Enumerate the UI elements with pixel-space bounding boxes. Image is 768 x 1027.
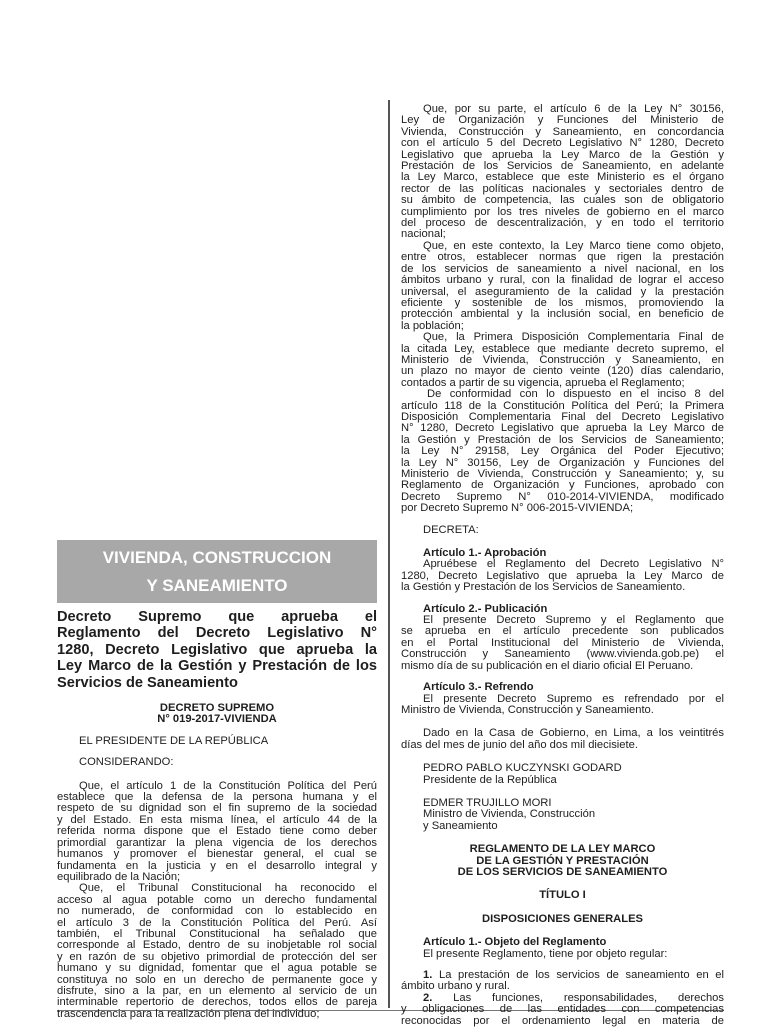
text-line: De conformidad con lo dispuesto en el inciso 8 del (427, 388, 724, 401)
text-line: entre otros, establecer normas que rigen la prestación (401, 251, 724, 264)
text-line: contados a partir de su vigencia, aprueba el Reglamento; (401, 376, 685, 389)
text-line: Que, el Tribunal Constitucional ha reconocido el (79, 882, 377, 895)
decree-number: N° 019-2017-VIVIENDA (157, 713, 277, 726)
president-line: EL PRESIDENTE DE LA REPÚBLICA (79, 734, 269, 747)
text-line: la Gestión y Prestación de los Servicios de Saneamiento; (401, 433, 724, 446)
text-line: Ley de Organización y Funciones del Ministerio de (401, 114, 724, 127)
text-line: El presente Decreto Supremo y el Reglamento que (423, 614, 724, 627)
text-line: en el Portal Institucional del Ministerio de Vivienda, (401, 636, 724, 649)
item-number: 1. (423, 969, 433, 981)
text-line: trascendencia para la realización plena del individuo; (57, 1007, 320, 1020)
text-line: Disposición Complementaria Final del Decreto Legislativo (401, 410, 724, 423)
text-line: un plazo no mayor de ciento veinte (120) días calendario, (401, 365, 724, 378)
banner-line: VIVIENDA, CONSTRUCCION (102, 548, 332, 567)
text-line: Construcción y Saneamiento (www.vivienda.gob.pe) el (401, 648, 724, 661)
item-number: 2. (423, 991, 433, 1004)
text-line: rector de las políticas nacionales y sectoriales dentro de (401, 182, 724, 195)
text-line: de los servicios de saneamiento a nivel nacional, en los (401, 262, 724, 275)
paragraph (57, 781, 377, 884)
left-column (57, 540, 377, 1020)
text-line: no numerado, de conformidad con lo establecido en (57, 905, 377, 918)
regulation-title: DE LA GESTIÓN Y PRESTACIÓN (476, 854, 649, 867)
section-heading: DISPOSICIONES GENERALES (481, 912, 643, 925)
text-line: también, el Tribunal Constitucional ha señalado que (57, 927, 377, 940)
text-line: el artículo 3 de la Constitución Política del Perú. Así (57, 916, 377, 929)
article-heading: Artículo 3.- Refrendo (423, 681, 534, 694)
text-line: universal, el aseguramiento de la calidad y la prestación (401, 285, 724, 298)
text-line: primordial garantizar la plena vigencia de los derechos (57, 836, 377, 849)
text-line: eficiente y sostenible de los mismos, promoviendo la (401, 296, 724, 309)
text-line: Que, por su parte, el artículo 6 de la Ley N° 30156, (423, 103, 724, 115)
text-line: equilibrado de la Nación; (57, 870, 181, 883)
signatory-name: PEDRO PABLO KUCZYNSKI GODARD (423, 762, 622, 775)
decree-title (57, 609, 377, 691)
text-line: nacional; (401, 228, 446, 241)
text-line: Que, el artículo 1 de la Constitución Política del Perú (79, 779, 377, 792)
article-heading: Artículo 1.- Aprobación (423, 547, 547, 560)
text-line: establece que la defensa de la persona humana y el (57, 791, 377, 804)
text-line: por Decreto Supremo N° 006-2015-VIVIENDA; (401, 502, 634, 515)
text-line: N° 1280, Decreto Legislativo que aprueba la Ley Marco de (401, 422, 724, 435)
text-line: referida norma dispone que el Estado tiene como deber (57, 825, 377, 838)
text-line: la Gestión y Prestación de los Servicios de Saneamiento. (401, 581, 686, 594)
regulation-title: REGLAMENTO DE LA LEY MARCO (469, 843, 656, 856)
text-line: reconocidas por el ordenamiento legal en materia de (401, 1014, 724, 1027)
signatory-name: EDMER TRUJILLO MORI (423, 796, 552, 809)
title-heading: TÍTULO I (539, 889, 586, 902)
text-line: acceso al agua potable como un derecho fundamental (57, 893, 377, 906)
text-line: artículo 118 de la Constitución Política del Perú; la Primera (401, 399, 724, 412)
regulation-title: DE LOS SERVICIOS DE SANEAMIENTO (457, 865, 668, 878)
text-line: su ámbito de competencia, las cuales son de obligatorio (401, 194, 724, 207)
text-line: constituya no solo en un derecho de permanente goce y (57, 973, 377, 986)
text-line: con el artículo 5 del Decreto Legislativo N° 1280, Decreto (401, 137, 724, 150)
text-line: cumplimiento por los tres niveles de gobierno en el marco (401, 205, 724, 218)
text-line: Que, en este contexto, la Ley Marco tiene como objeto, (423, 239, 724, 252)
item-text: La prestación de los servicios de saneamiento en el (438, 969, 725, 981)
text-line: mismo día de su publicación en el diario oficial El Peruano. (401, 659, 694, 672)
text-line: y del Estado. En esta misma línea, el artículo 44 de la (57, 813, 377, 826)
text-line: la Ley Marco, establece que este Ministerio es el órgano (401, 171, 724, 184)
title-line: 1280, Decreto Legislativo que aprueba la (57, 641, 377, 658)
text-line: corresponde al Estado, dentro de su inobjetable rol social (57, 939, 377, 952)
paragraph (401, 104, 724, 241)
paragraph (401, 389, 724, 514)
text-line: Que, la Primera Disposición Complementaria Final de (423, 331, 724, 344)
text-line: humano y su dignidad, fomentar que el agua potable se (57, 962, 377, 975)
text-line: El presente Reglamento, tiene por objeto regular: (423, 947, 668, 960)
paragraph (401, 241, 724, 332)
text-line: y en razón de su objetivo primordial de protección del ser (57, 950, 377, 963)
text-line: Decreto Supremo N° 010-2014-VIVIENDA, modificado (401, 490, 724, 503)
text-line: 1280, Decreto Legislativo que aprueba la Ley Marco de (401, 569, 724, 582)
text-line: la Ley N° 29158, Ley Orgánica del Poder Ejecutivo; (401, 445, 724, 458)
text-line: se aprueba en el artículo precedente son publicados (401, 625, 724, 638)
text-line: y obligaciones de las entidades con competencias (401, 1003, 724, 1016)
text-line: Ministerio de Vivienda, Construcción y Saneamiento; y, su (401, 468, 724, 480)
title-line: Decreto Supremo que aprueba el (57, 609, 377, 625)
signatory-title: Ministro de Vivienda, Construcción (423, 808, 596, 821)
considering-heading: CONSIDERANDO: (79, 756, 174, 769)
paragraph (57, 883, 377, 1020)
text-line: protección ambiental y la inclusión social, en beneficio de (401, 308, 724, 321)
text-line: Prestación de los Servicios de Saneamiento, en adelante (401, 160, 724, 173)
signatory-title: y Saneamiento (423, 819, 498, 832)
section-banner (57, 540, 377, 603)
text-line: respeto de su dignidad son el fin supremo de la sociedad (57, 802, 377, 815)
text-line: El presente Decreto Supremo es refrendado por el (423, 692, 724, 705)
title-line: Ley Marco de la Gestión y Prestación de los (57, 658, 377, 675)
text-line: interminable repertorio de derechos, todos ellos de pareja (57, 996, 377, 1009)
text-line: Legislativo que aprueba la Ley Marco de la Gestión y (401, 148, 724, 161)
column-divider (388, 100, 390, 1008)
right-column (401, 104, 724, 1027)
text-line: Vivienda, Construcción y Saneamiento, en concordancia (401, 125, 724, 138)
text-line: humanos y promover el bienestar general, el cual se (57, 848, 377, 861)
text-line: Apruébese el Reglamento del Decreto Legislativo N° (423, 558, 724, 571)
decreta-heading: DECRETA: (423, 523, 479, 536)
title-line: Reglamento del Decreto Legislativo N° (57, 625, 377, 642)
decree-label: DECRETO SUPREMO (159, 702, 275, 715)
text-line: la Ley N° 30156, Ley de Organización y Funciones del (401, 456, 724, 469)
text-line: del proceso de descentralización, y en todo el territorio (401, 217, 724, 230)
text-line: ámbito urbano y rural. (401, 980, 510, 993)
text-line: disfrute, sino a la par, en un elemento al servicio de un (57, 984, 377, 997)
title-line: Servicios de Saneamiento (57, 674, 238, 691)
text-line: la población; (401, 319, 464, 332)
text-line: fundamenta en la justicia y en el desarrollo integral y (57, 859, 377, 872)
text-line: Dado en la Casa de Gobierno, en Lima, a los veintitrés (423, 727, 724, 740)
text-line: Reglamento de Organización y Funciones, aprobado con (401, 479, 724, 492)
signatory-title: Presidente de la República (423, 773, 557, 786)
article-heading: Artículo 2.- Publicación (423, 602, 548, 615)
banner-line: Y SANEAMIENTO (146, 576, 288, 595)
text-line: la citada Ley, establece que mediante decreto supremo, el (401, 342, 724, 355)
text-line: ámbitos urbano y rural, con la finalidad de lograr el acceso (401, 274, 724, 287)
text-line: Ministro de Vivienda, Construcción y Saneamiento. (401, 703, 654, 716)
article-heading: Artículo 1.- Objeto del Reglamento (423, 936, 607, 949)
paragraph (401, 332, 724, 389)
item-text: Las funciones, responsabilidades, derechos (453, 991, 724, 1004)
text-line: Ministerio de Vivienda, Construcción y Saneamiento, en (401, 353, 724, 366)
text-line: días del mes de junio del año dos mil diecisiete. (401, 738, 638, 751)
